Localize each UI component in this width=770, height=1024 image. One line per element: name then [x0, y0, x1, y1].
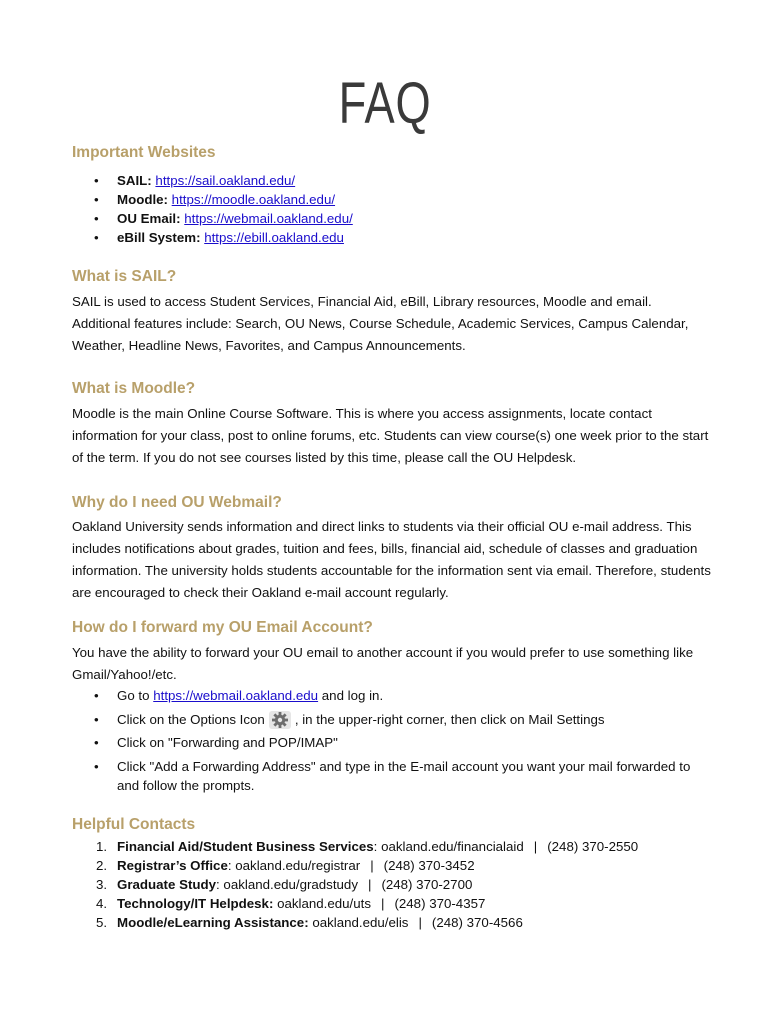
contact-phone: (248) 370-2550 — [547, 839, 639, 854]
list-item — [72, 757, 712, 795]
forward-intro: You have the ability to forward your OU email to another account if you would prefer to use something like Gmail/Yahoo!/etc. — [72, 645, 694, 682]
gear-icon — [269, 711, 291, 729]
separator: | — [367, 877, 372, 892]
contact-phone: (248) 370-3452 — [383, 858, 475, 873]
moodle-link[interactable]: https://moodle.oakland.edu/ — [171, 192, 336, 207]
list-item — [72, 228, 353, 247]
list-item — [72, 686, 712, 705]
contact-name: Financial Aid/Student Business Services — [117, 839, 374, 854]
list-item — [72, 913, 638, 932]
link-label: SAIL: — [117, 173, 152, 188]
contact-site: oakland.edu/registrar — [235, 858, 361, 873]
contact-site: oakland.edu/elis — [312, 915, 409, 930]
contact-name: Moodle/eLearning Assistance: — [117, 915, 309, 930]
contact-colon: : — [373, 839, 378, 854]
list-item — [72, 209, 353, 228]
webmail-login-link[interactable]: https://webmail.oakland.edu — [153, 688, 319, 703]
helpful-contacts-heading: Helpful Contacts — [72, 816, 196, 833]
contact-name: Graduate Study — [117, 877, 217, 892]
list-item — [72, 171, 353, 190]
step-text: Go to — [117, 688, 150, 703]
contact-colon: : — [227, 858, 232, 873]
forward-email-heading: How do I forward my OU Email Account? — [72, 619, 373, 636]
step-text: , in the upper-right corner, then click on Mail Settings — [294, 711, 605, 727]
contact-site: oakland.edu/financialaid — [381, 839, 524, 854]
step-text: Click "Add a Forwarding Address" and type in the E-mail account you want your mail forwarded to and follow the prompts. — [117, 758, 691, 793]
contact-phone: (248) 370-2700 — [381, 877, 473, 892]
step-text: Click on the Options Icon — [117, 711, 265, 727]
what-is-moodle-heading: What is Moodle? — [72, 380, 196, 397]
webmail-link[interactable]: https://webmail.oakland.edu/ — [184, 211, 353, 226]
websites-list — [72, 171, 353, 247]
separator: | — [380, 896, 385, 911]
item-number: 3. — [96, 877, 108, 892]
list-item — [72, 190, 353, 209]
item-number: 2. — [96, 858, 108, 873]
why-webmail-heading: Why do I need OU Webmail? — [72, 494, 282, 511]
ebill-link[interactable]: https://ebill.oakland.edu — [204, 230, 344, 245]
list-item — [72, 710, 712, 729]
important-websites-heading: Important Websites — [72, 144, 216, 161]
webmail-paragraph: Oakland University sends information and direct links to students via their official OU e-mail address. This includes notifications about grades, tuition and fees, bills, financial aid, schedule of classes and graduation information. The university holds students accountable for the information sent via email. Therefore, students are encouraged to check their Oakland e-mail account regularly. — [72, 519, 711, 600]
item-number: 5. — [96, 915, 108, 930]
list-item — [72, 875, 638, 894]
step-text: and log in. — [321, 688, 384, 703]
contact-name: Technology/IT Helpdesk: — [117, 896, 274, 911]
item-number: 1. — [96, 839, 108, 854]
contact-colon: : — [216, 877, 220, 892]
sail-paragraph: SAIL is used to access Student Services, Financial Aid, eBill, Library resources, Moodle and email. Additional features include: Search, OU News, Course Schedule, Academic Services, Campus Calendar, Weather, Headline News, Favorites, and Campus Announcements. — [72, 294, 689, 353]
item-number: 4. — [96, 896, 108, 911]
what-is-sail-heading: What is SAIL? — [72, 268, 177, 285]
list-item — [72, 856, 638, 875]
separator: | — [370, 858, 374, 873]
contact-site: oakland.edu/uts — [277, 896, 371, 911]
page-title: FAQ — [338, 71, 432, 136]
contact-name: Registrar’s Office — [117, 858, 228, 873]
list-item — [72, 733, 712, 752]
link-label: eBill System: — [117, 230, 201, 245]
link-label: Moodle: — [117, 192, 168, 207]
link-label: OU Email: — [117, 211, 181, 226]
moodle-paragraph: Moodle is the main Online Course Software. This is where you access assignments, locate contact information for your class, post to online forums, etc. Students can view course(s) one week prior to the start of the term. If you do not see courses listed by this time, please call the OU Helpdesk. — [72, 406, 709, 465]
contact-phone: (248) 370-4566 — [431, 915, 523, 930]
step-text: Click on "Forwarding and POP/IMAP" — [117, 735, 338, 751]
contact-phone: (248) 370-4357 — [394, 896, 486, 911]
sail-link[interactable]: https://sail.oakland.edu/ — [155, 173, 296, 188]
contacts-list — [72, 837, 638, 932]
forward-steps — [72, 686, 712, 799]
separator: | — [418, 915, 422, 930]
list-item — [72, 837, 638, 856]
list-item — [72, 894, 638, 913]
separator: | — [533, 839, 538, 854]
contact-site: oakland.edu/gradstudy — [223, 877, 358, 892]
